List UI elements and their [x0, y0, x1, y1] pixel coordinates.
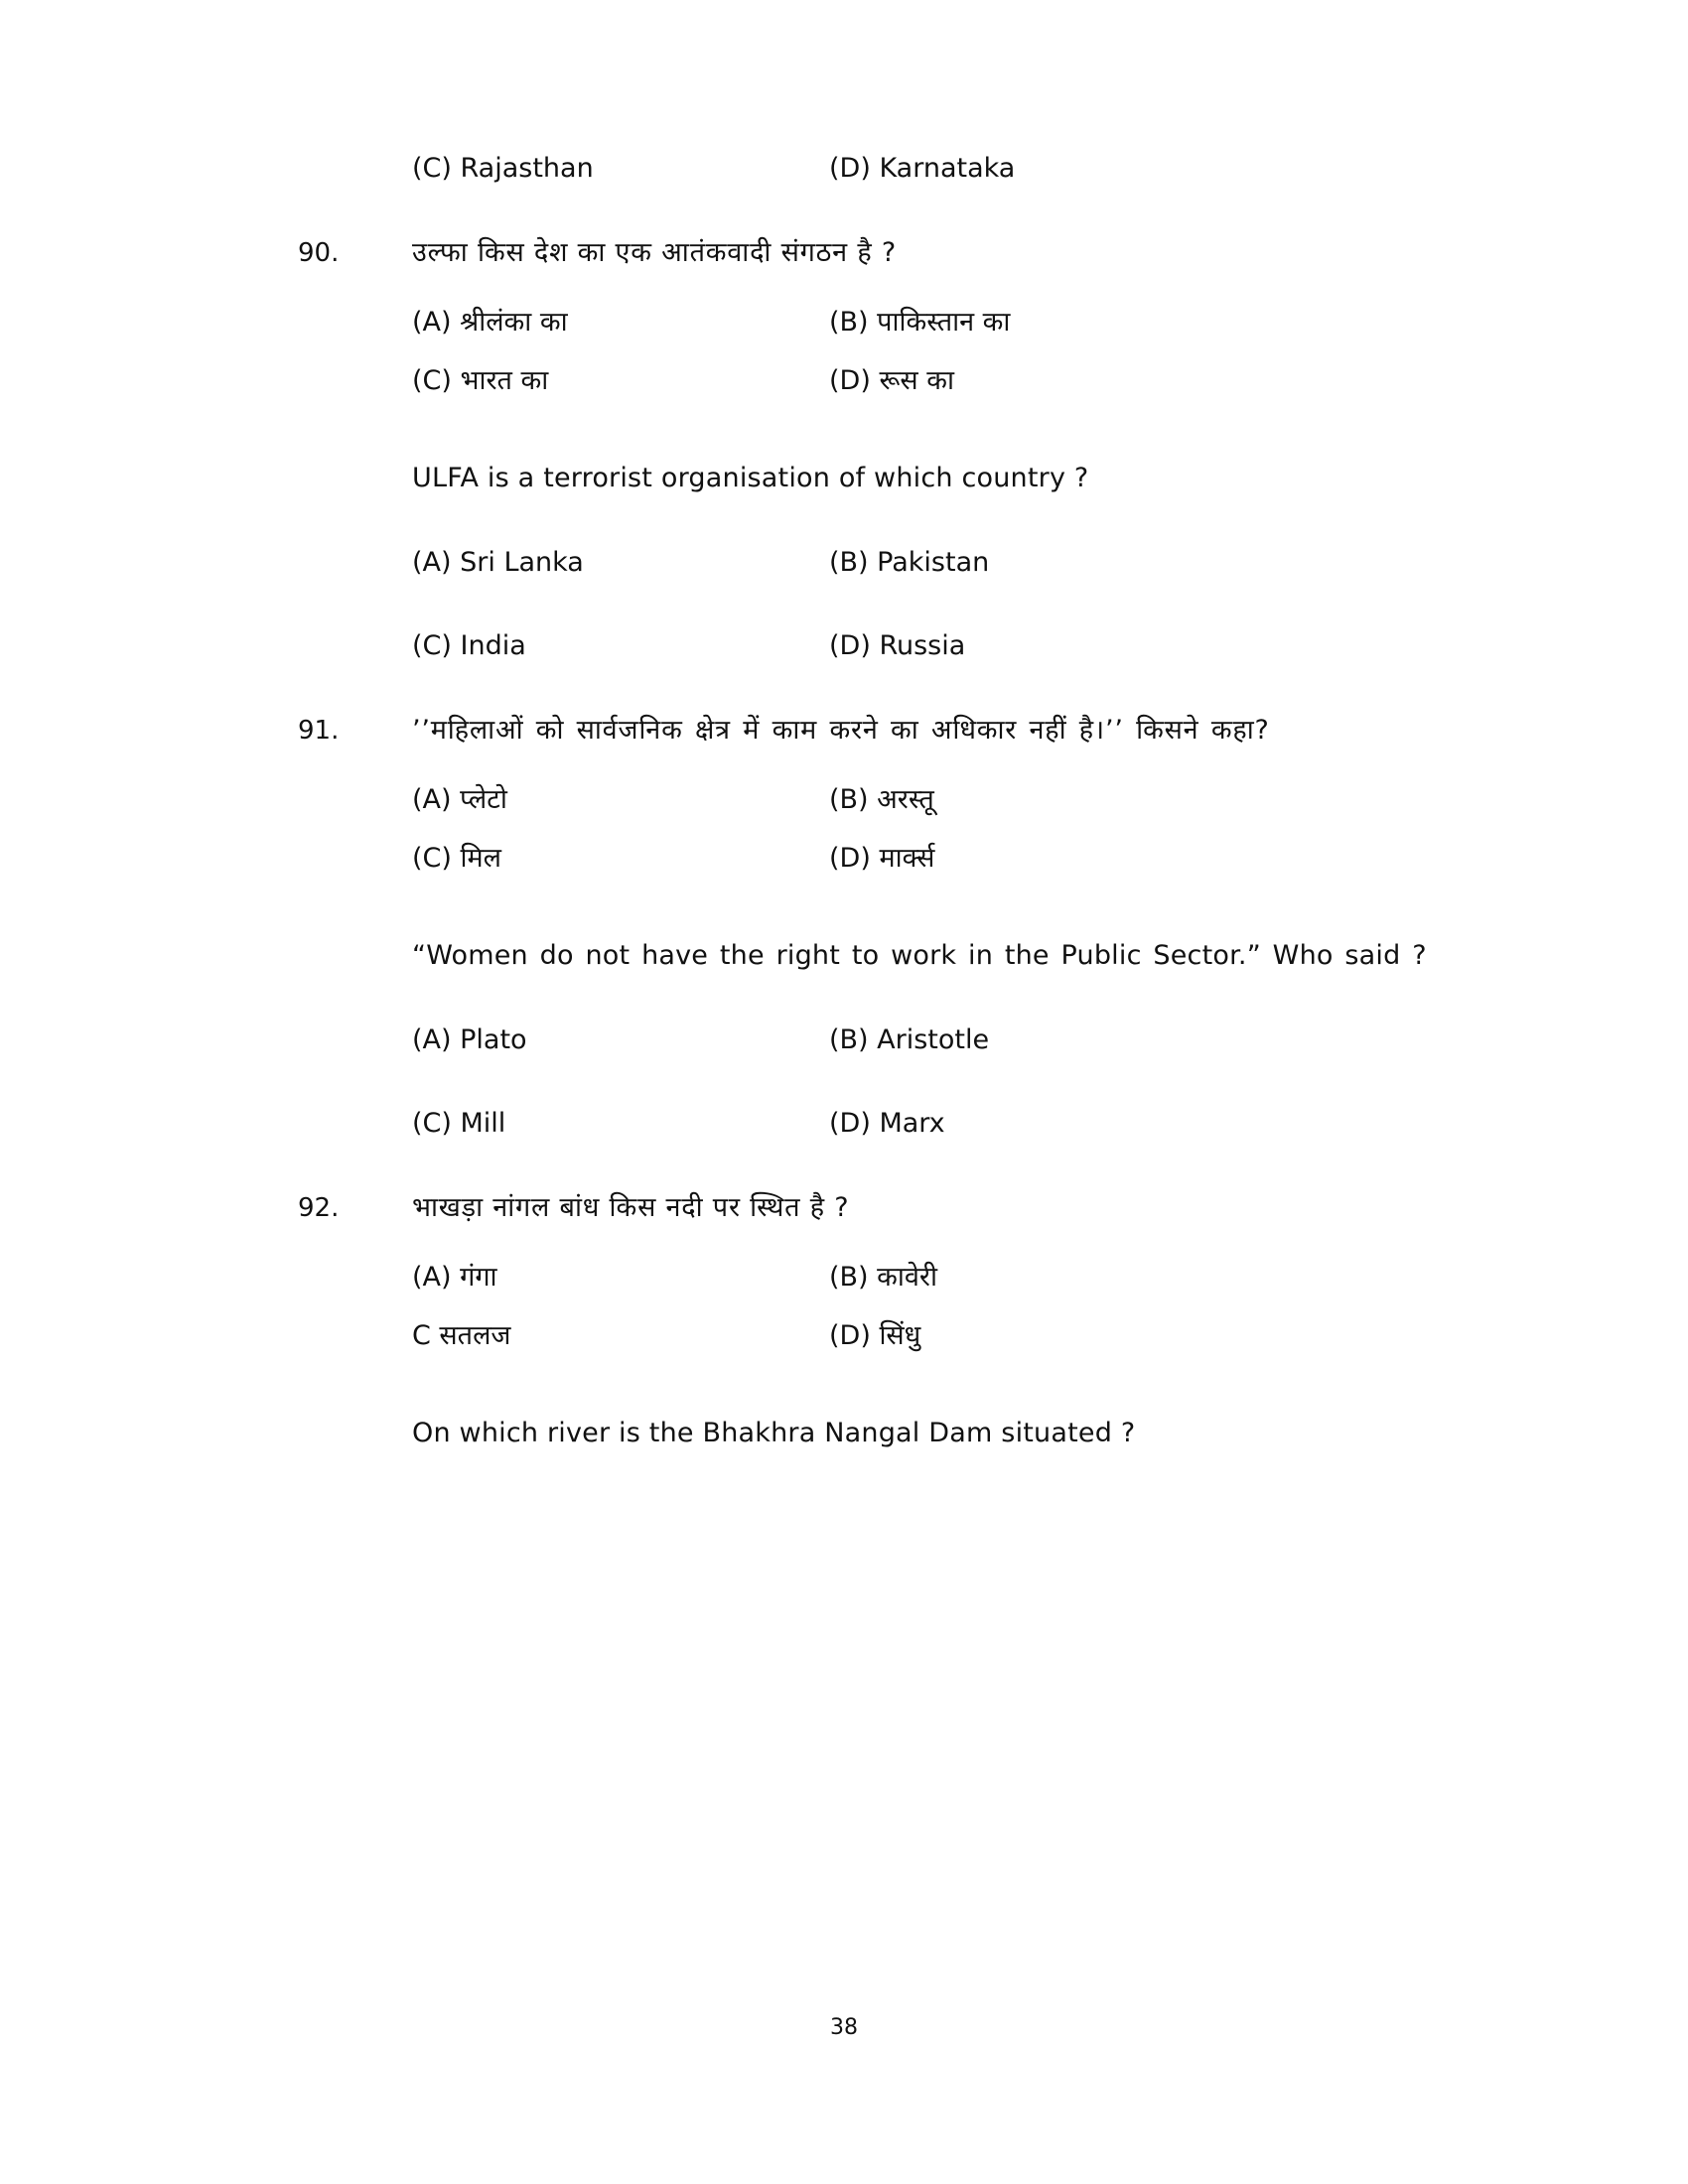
- continued-options-row: [298, 149, 1633, 190]
- question-90-hindi-option-a: (A) श्रीलंका का: [412, 307, 568, 338]
- option-c: (C) Rajasthan: [412, 153, 594, 184]
- spacer: [412, 273, 1519, 303]
- option-d: (D) Karnataka: [829, 153, 1016, 184]
- spacer: [412, 751, 1519, 780]
- question-90-hindi-option-c: (C) भारत का: [412, 364, 549, 396]
- question-91-english-option-c: (C) Mill: [412, 1108, 506, 1139]
- question-91-english-options-row-1: [412, 1021, 1519, 1061]
- question-91-number: 91.: [298, 715, 340, 746]
- question-91-hindi-option-b: (B) अरस्तू: [829, 784, 934, 815]
- question-90-english-option-b: (B) Pakistan: [829, 546, 990, 578]
- question-91: [298, 711, 1519, 1145]
- question-92-body: [412, 1188, 1519, 1454]
- question-91-body: [412, 711, 1519, 1145]
- spacer: [412, 977, 1519, 1021]
- spacer: [412, 343, 1519, 361]
- question-90-hindi-text: उल्फा किस देश का एक आतंकवादी संगठन है ?: [412, 236, 897, 268]
- question-92-hindi-option-b: (B) कावेरी: [829, 1262, 937, 1293]
- spacer: [412, 499, 1519, 543]
- question-92-hindi-option-a: (A) गंगा: [412, 1262, 497, 1293]
- question-92-hindi-option-d: (D) सिंधु: [829, 1319, 921, 1351]
- question-90-english-option-a: (A) Sri Lanka: [412, 546, 584, 578]
- question-92-english-text: On which river is the Bhakhra Nangal Dam situated ?: [412, 1418, 1136, 1448]
- question-90-english-option-d: (D) Russia: [829, 630, 966, 661]
- question-90-hindi-option-b: (B) पाकिस्तान का: [829, 307, 1011, 338]
- question-91-hindi-option-c: (C) मिल: [412, 842, 501, 874]
- question-91-hindi-text: ’’महिलाओं को सार्वजनिक क्षेत्र में काम करने का अधिकार नहीं है।’’ किसने कहा?: [412, 714, 1270, 746]
- question-92: [298, 1188, 1519, 1454]
- question-92-hindi-option-c: C सतलज: [412, 1319, 511, 1351]
- question-90-body: [412, 233, 1519, 667]
- spacer: [298, 190, 1519, 233]
- question-90-english-option-c: (C) India: [412, 630, 526, 661]
- spacer: [412, 401, 1519, 459]
- question-90-hindi-option-d: (D) रूस का: [829, 364, 954, 396]
- question-91-hindi-options-row-2: [412, 839, 1519, 880]
- question-91-hindi-option-d: (D) मार्क्स: [829, 842, 935, 874]
- question-92-number: 92.: [298, 1192, 340, 1223]
- question-91-english-text: “Women do not have the right to work in the Public Sector.” Who said ?: [412, 940, 1427, 971]
- question-90-hindi-options-row-1: [412, 303, 1519, 343]
- page-content: [298, 149, 1519, 1454]
- question-90-english-text: ULFA is a terrorist organisation of which country ?: [412, 463, 1089, 493]
- question-90-hindi-options-row-2: [412, 361, 1519, 402]
- spacer: [412, 1356, 1519, 1414]
- question-92-hindi-options-row-2: [412, 1316, 1519, 1357]
- question-90-english-options-row-2: [412, 626, 1519, 667]
- spacer: [412, 821, 1519, 839]
- question-91-english-options-row-2: [412, 1104, 1519, 1145]
- question-90-english-options-row-1: [412, 543, 1519, 584]
- spacer: [298, 667, 1519, 711]
- spacer: [412, 1228, 1519, 1258]
- question-90-number: 90.: [298, 237, 340, 268]
- question-92-hindi-options-row-1: [412, 1258, 1519, 1298]
- question-91-english-option-a: (A) Plato: [412, 1024, 527, 1055]
- spacer: [412, 583, 1519, 626]
- spacer: [412, 1298, 1519, 1316]
- page-number: 38: [830, 2015, 858, 2040]
- question-91-hindi-option-a: (A) प्लेटो: [412, 784, 507, 815]
- question-90: [298, 233, 1519, 667]
- spacer: [412, 1060, 1519, 1104]
- question-91-english-option-d: (D) Marx: [829, 1108, 945, 1139]
- spacer: [298, 1145, 1519, 1188]
- question-92-hindi-text: भाखड़ा नांगल बांध किस नदी पर स्थित है ?: [412, 1191, 850, 1223]
- spacer: [412, 879, 1519, 936]
- question-91-english-option-b: (B) Aristotle: [829, 1024, 990, 1055]
- question-91-hindi-options-row-1: [412, 780, 1519, 821]
